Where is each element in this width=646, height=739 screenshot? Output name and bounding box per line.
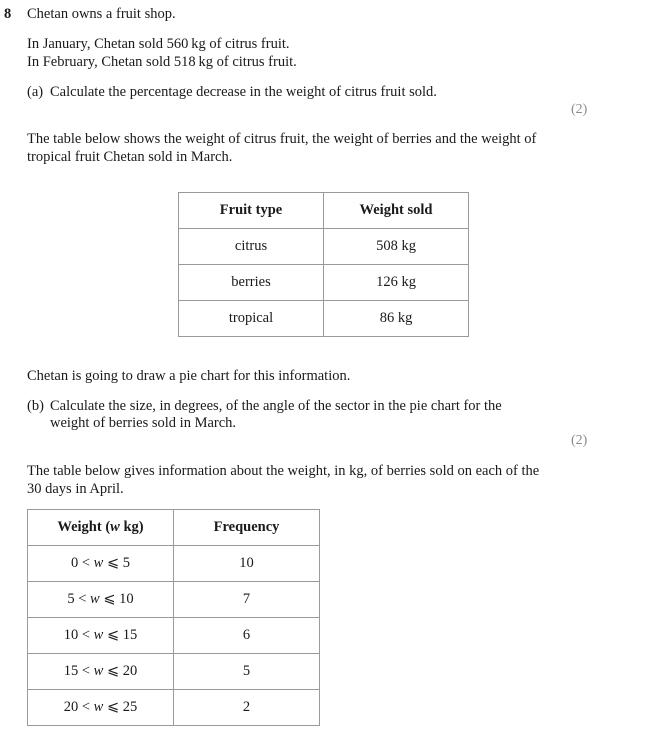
interval-lower: 5 xyxy=(67,591,75,607)
part-a-text: Calculate the percentage decrease in the weight of citrus fruit sold. xyxy=(50,84,437,100)
less-equal-sign: ⩽ xyxy=(106,555,120,571)
interval-variable: w xyxy=(90,591,100,607)
less-than-sign: < xyxy=(81,663,91,679)
question-intro: Chetan owns a fruit shop. xyxy=(27,6,176,22)
table-row xyxy=(28,582,320,618)
table-row xyxy=(28,690,320,726)
april-intro-line2: 30 days in April. xyxy=(27,481,124,497)
fruit-type-cell: tropical xyxy=(179,301,324,337)
table-row xyxy=(28,546,320,582)
less-equal-sign: ⩽ xyxy=(103,591,116,607)
fruit-type-cell: citrus xyxy=(179,229,324,265)
frequency-cell: 7 xyxy=(174,582,320,618)
pie-chart-text: Chetan is going to draw a pie chart for this information. xyxy=(27,368,351,384)
interval-lower: 15 xyxy=(63,663,79,679)
header-weight-sold: Weight sold xyxy=(324,193,469,229)
header-weight xyxy=(28,510,174,546)
january-sales-text: In January, Chetan sold 560 kg of citrus fruit. xyxy=(27,36,290,52)
frequency-cell: 2 xyxy=(174,690,320,726)
part-b-text-line1: Calculate the size, in degrees, of the angle of the sector in the pie chart for the xyxy=(50,398,502,414)
class-interval-cell xyxy=(28,546,174,582)
table-row xyxy=(28,618,320,654)
part-b-text-line2: weight of berries sold in March. xyxy=(50,415,237,431)
class-interval-cell xyxy=(28,654,174,690)
interval-upper: 15 xyxy=(122,627,138,643)
less-equal-sign: ⩽ xyxy=(106,627,120,643)
less-equal-sign: ⩽ xyxy=(106,699,120,715)
table-header-row xyxy=(28,510,320,546)
table-header-row xyxy=(179,193,469,229)
interval-variable: w xyxy=(93,555,104,571)
part-b-label: (b) xyxy=(27,398,44,414)
interval-lower: 20 xyxy=(63,699,79,715)
frequency-table xyxy=(27,509,320,726)
weight-cell: 86 kg xyxy=(324,301,469,337)
class-interval-cell xyxy=(28,618,174,654)
march-intro-line1: The table below shows the weight of citrus fruit, the weight of berries and the weight of xyxy=(27,131,537,147)
interval-upper: 25 xyxy=(122,699,138,715)
february-sales-text: In February, Chetan sold 518 kg of citrus fruit. xyxy=(27,54,297,70)
table-row xyxy=(179,265,469,301)
header-weight-variable: w xyxy=(110,519,120,535)
header-frequency: Frequency xyxy=(174,510,320,546)
fruit-weight-table xyxy=(178,192,469,337)
interval-upper: 20 xyxy=(122,663,138,679)
part-a-label: (a) xyxy=(27,84,44,100)
class-interval-cell xyxy=(28,690,174,726)
interval-variable: w xyxy=(93,627,104,643)
weight-cell: 126 kg xyxy=(324,265,469,301)
less-than-sign: < xyxy=(81,627,91,643)
header-weight-prefix: Weight ( xyxy=(57,519,111,535)
question-number: 8 xyxy=(4,6,12,22)
april-intro-line1: The table below gives information about the weight, in kg, of berries sold on each of the xyxy=(27,463,540,479)
fruit-type-cell: berries xyxy=(179,265,324,301)
less-than-sign: < xyxy=(78,591,87,607)
part-b-marks: (2) xyxy=(571,433,588,448)
less-than-sign: < xyxy=(81,699,91,715)
table-row xyxy=(179,301,469,337)
class-interval-cell xyxy=(28,582,174,618)
frequency-cell: 10 xyxy=(174,546,320,582)
weight-cell: 508 kg xyxy=(324,229,469,265)
march-intro-line2: tropical fruit Chetan sold in March. xyxy=(27,149,233,165)
interval-upper: 5 xyxy=(122,555,130,571)
interval-variable: w xyxy=(93,699,104,715)
interval-lower: 10 xyxy=(63,627,79,643)
frequency-cell: 5 xyxy=(174,654,320,690)
interval-upper: 10 xyxy=(119,591,134,607)
table-row xyxy=(179,229,469,265)
interval-variable: w xyxy=(93,663,104,679)
less-equal-sign: ⩽ xyxy=(106,663,120,679)
interval-lower: 0 xyxy=(70,555,79,571)
less-than-sign: < xyxy=(81,555,91,571)
frequency-cell: 6 xyxy=(174,618,320,654)
table-row xyxy=(28,654,320,690)
part-a-marks: (2) xyxy=(571,102,588,117)
header-fruit-type: Fruit type xyxy=(179,193,324,229)
header-weight-suffix: kg) xyxy=(119,519,144,535)
